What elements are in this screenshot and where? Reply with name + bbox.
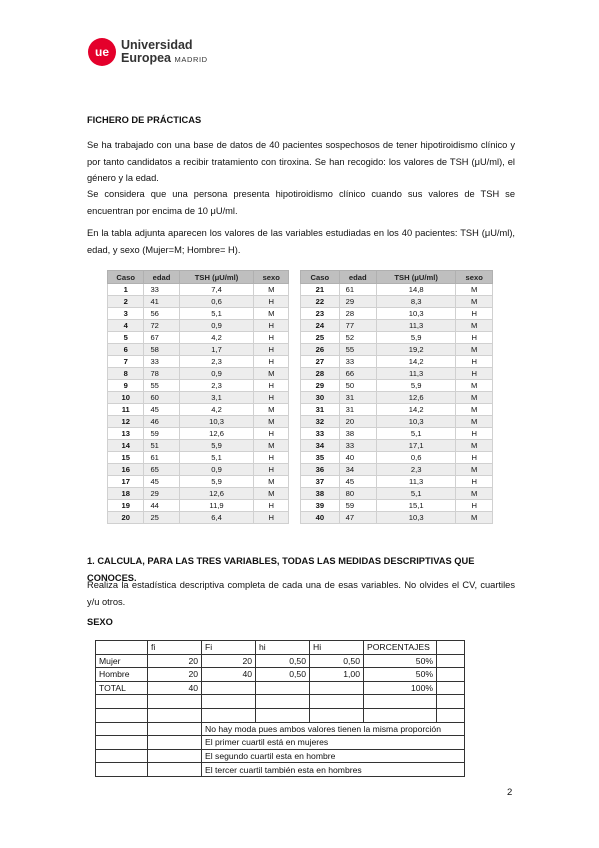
- sexo-note: El segundo cuartil esta en hombre: [202, 749, 465, 763]
- tsh-cell: 2,3: [179, 380, 254, 392]
- sex-cell: H: [254, 500, 289, 512]
- sex-cell: H: [456, 452, 493, 464]
- case-cell: 36: [301, 464, 340, 476]
- tsh-cell: 5,1: [376, 428, 455, 440]
- age-cell: 38: [339, 428, 376, 440]
- sex-cell: H: [254, 356, 289, 368]
- age-cell: 80: [339, 488, 376, 500]
- tsh-cell: 14,8: [376, 284, 455, 296]
- column-header: Caso: [108, 271, 144, 284]
- logo-mark: ue: [88, 38, 116, 66]
- tsh-cell: 5,1: [179, 452, 254, 464]
- sexo-cell: [310, 708, 364, 722]
- sexo-note: El tercer cuartil también esta en hombres: [202, 763, 465, 777]
- tsh-cell: 3,1: [179, 392, 254, 404]
- table-row: [301, 332, 493, 344]
- sex-cell: H: [456, 368, 493, 380]
- age-cell: 31: [339, 404, 376, 416]
- sexo-cell: hi: [256, 641, 310, 655]
- tsh-cell: 19,2: [376, 344, 455, 356]
- table-row: [301, 476, 493, 488]
- table-row: [108, 500, 289, 512]
- table-row: [301, 308, 493, 320]
- sexo-cell: Mujer: [96, 654, 148, 668]
- sex-cell: M: [456, 404, 493, 416]
- tsh-cell: 4,2: [179, 404, 254, 416]
- sex-cell: M: [456, 392, 493, 404]
- sexo-cell: [96, 641, 148, 655]
- age-cell: 67: [144, 332, 179, 344]
- tsh-cell: 5,9: [179, 476, 254, 488]
- case-cell: 25: [301, 332, 340, 344]
- case-cell: 27: [301, 356, 340, 368]
- case-cell: 26: [301, 344, 340, 356]
- sexo-cell: [364, 708, 437, 722]
- case-cell: 22: [301, 296, 340, 308]
- table-row: [108, 392, 289, 404]
- empty-cell: [148, 763, 202, 777]
- case-cell: 18: [108, 488, 144, 500]
- tsh-cell: 5,9: [376, 380, 455, 392]
- sexo-heading: SEXO: [87, 617, 113, 627]
- tsh-cell: 11,3: [376, 476, 455, 488]
- patients-table-right: [300, 270, 493, 524]
- sexo-cell: [148, 695, 202, 709]
- sexo-cell: [437, 708, 465, 722]
- table-row: [301, 368, 493, 380]
- sex-cell: H: [254, 332, 289, 344]
- column-header: edad: [144, 271, 179, 284]
- tsh-cell: 12,6: [179, 428, 254, 440]
- table-row: [301, 284, 493, 296]
- sexo-cell: 40: [148, 681, 202, 695]
- empty-cell: [148, 736, 202, 750]
- tsh-cell: 2,3: [179, 356, 254, 368]
- tsh-cell: 14,2: [376, 404, 455, 416]
- age-cell: 33: [144, 284, 179, 296]
- age-cell: 60: [144, 392, 179, 404]
- table-row: [301, 380, 493, 392]
- tsh-cell: 0,6: [179, 296, 254, 308]
- table-row: [108, 284, 289, 296]
- tsh-cell: 10,3: [376, 512, 455, 524]
- empty-cell: [96, 763, 148, 777]
- sexo-cell: [437, 695, 465, 709]
- table-row: [108, 428, 289, 440]
- sexo-cell: 50%: [364, 654, 437, 668]
- sexo-cell: [148, 708, 202, 722]
- sex-cell: M: [254, 476, 289, 488]
- sex-cell: M: [456, 440, 493, 452]
- empty-cell: [96, 722, 148, 736]
- sexo-cell: 0,50: [256, 668, 310, 682]
- age-cell: 56: [144, 308, 179, 320]
- table-header-row: [301, 271, 493, 284]
- case-cell: 16: [108, 464, 144, 476]
- table-row: [301, 392, 493, 404]
- sexo-cell: [202, 695, 256, 709]
- age-cell: 33: [339, 440, 376, 452]
- column-header: TSH (μU/ml): [179, 271, 254, 284]
- tsh-cell: 10,3: [376, 416, 455, 428]
- sexo-cell: fi: [148, 641, 202, 655]
- sex-cell: M: [254, 404, 289, 416]
- tsh-cell: 5,1: [179, 308, 254, 320]
- case-cell: 23: [301, 308, 340, 320]
- sexo-cell: [310, 681, 364, 695]
- case-cell: 35: [301, 452, 340, 464]
- sexo-note-row: [96, 749, 465, 763]
- tsh-cell: 10,3: [179, 416, 254, 428]
- tsh-cell: 2,3: [376, 464, 455, 476]
- age-cell: 45: [144, 476, 179, 488]
- table-row: [301, 452, 493, 464]
- age-cell: 66: [339, 368, 376, 380]
- table-row: [108, 452, 289, 464]
- age-cell: 52: [339, 332, 376, 344]
- sexo-frequency-table: [95, 640, 465, 777]
- table-row: [108, 368, 289, 380]
- table-row: [108, 344, 289, 356]
- sexo-row: [96, 681, 465, 695]
- tsh-cell: 11,9: [179, 500, 254, 512]
- table-row: [108, 296, 289, 308]
- column-header: sexo: [456, 271, 493, 284]
- section-heading: 1. CALCULA, PARA LAS TRES VARIABLES, TODAS LAS MEDIDAS DESCRIPTIVAS QUE CONOCES.: [87, 556, 475, 583]
- age-cell: 41: [144, 296, 179, 308]
- sex-cell: H: [254, 452, 289, 464]
- tsh-cell: 0,6: [376, 452, 455, 464]
- case-cell: 12: [108, 416, 144, 428]
- case-cell: 3: [108, 308, 144, 320]
- case-cell: 24: [301, 320, 340, 332]
- age-cell: 33: [339, 356, 376, 368]
- tsh-cell: 10,3: [376, 308, 455, 320]
- sex-cell: M: [254, 308, 289, 320]
- age-cell: 45: [144, 404, 179, 416]
- tsh-cell: 8,3: [376, 296, 455, 308]
- table-row: [301, 404, 493, 416]
- tsh-cell: 6,4: [179, 512, 254, 524]
- sexo-note-row: [96, 763, 465, 777]
- tsh-cell: 5,9: [376, 332, 455, 344]
- sex-cell: H: [254, 392, 289, 404]
- sexo-cell: [256, 681, 310, 695]
- tsh-cell: 12,6: [376, 392, 455, 404]
- sexo-cell: 20: [148, 654, 202, 668]
- sex-cell: M: [456, 320, 493, 332]
- tsh-cell: 5,1: [376, 488, 455, 500]
- case-cell: 31: [301, 404, 340, 416]
- sexo-cell: PORCENTAJES: [364, 641, 437, 655]
- sex-cell: M: [456, 344, 493, 356]
- instructions-paragraph: Realiza la estadística descriptiva completa de cada una de esas variables. No olvides el CV, cuartiles y/u otros.: [87, 580, 515, 607]
- sexo-cell: 40: [202, 668, 256, 682]
- table-row: [108, 512, 289, 524]
- tsh-cell: 0,9: [179, 320, 254, 332]
- tsh-cell: 4,2: [179, 332, 254, 344]
- sexo-note: No hay moda pues ambos valores tienen la misma proporción: [202, 722, 465, 736]
- tsh-cell: 17,1: [376, 440, 455, 452]
- sexo-cell: [310, 695, 364, 709]
- table-row: [108, 332, 289, 344]
- page-number: 2: [507, 787, 513, 798]
- case-cell: 40: [301, 512, 340, 524]
- table-row: [301, 488, 493, 500]
- table-row: [301, 344, 493, 356]
- sexo-cell: [437, 681, 465, 695]
- sexo-cell: 50%: [364, 668, 437, 682]
- empty-cell: [96, 749, 148, 763]
- sexo-cell: Hi: [310, 641, 364, 655]
- sex-cell: M: [456, 416, 493, 428]
- column-header: sexo: [254, 271, 289, 284]
- sex-cell: H: [456, 428, 493, 440]
- sexo-cell: 20: [202, 654, 256, 668]
- table-description-paragraph: En la tabla adjunta aparecen los valores de las variables estudiadas en los 40 pacientes: TSH (μU/ml), edad, y sexo (Mujer=M; Hombre= H).: [87, 228, 515, 255]
- age-cell: 25: [144, 512, 179, 524]
- column-header: edad: [339, 271, 376, 284]
- sex-cell: M: [456, 512, 493, 524]
- logo-subname: [121, 52, 208, 66]
- sexo-cell: 20: [148, 668, 202, 682]
- empty-cell: [96, 736, 148, 750]
- tsh-cell: 15,1: [376, 500, 455, 512]
- case-cell: 8: [108, 368, 144, 380]
- table-row: [108, 476, 289, 488]
- case-cell: 17: [108, 476, 144, 488]
- tsh-cell: 1,7: [179, 344, 254, 356]
- age-cell: 59: [339, 500, 376, 512]
- age-cell: 58: [144, 344, 179, 356]
- sex-cell: M: [456, 464, 493, 476]
- sex-cell: H: [254, 344, 289, 356]
- table-row: [301, 320, 493, 332]
- case-cell: 34: [301, 440, 340, 452]
- sexo-cell: [96, 708, 148, 722]
- case-cell: 14: [108, 440, 144, 452]
- age-cell: 61: [339, 284, 376, 296]
- sexo-note-row: [96, 736, 465, 750]
- age-cell: 29: [339, 296, 376, 308]
- sex-cell: M: [456, 296, 493, 308]
- sex-cell: H: [456, 308, 493, 320]
- age-cell: 55: [144, 380, 179, 392]
- age-cell: 59: [144, 428, 179, 440]
- tsh-cell: 5,9: [179, 440, 254, 452]
- sexo-cell: 100%: [364, 681, 437, 695]
- patients-table-left: [107, 270, 289, 524]
- tsh-cell: 0,9: [179, 368, 254, 380]
- age-cell: 29: [144, 488, 179, 500]
- sex-cell: H: [254, 464, 289, 476]
- empty-cell: [148, 749, 202, 763]
- sexo-cell: Hombre: [96, 668, 148, 682]
- sexo-note: El primer cuartil está en mujeres: [202, 736, 465, 750]
- logo-city: MADRID: [174, 55, 208, 64]
- age-cell: 34: [339, 464, 376, 476]
- logo-europea: Europea: [121, 51, 172, 65]
- case-cell: 11: [108, 404, 144, 416]
- tsh-cell: 11,3: [376, 320, 455, 332]
- sexo-cell: [96, 695, 148, 709]
- table-row: [108, 404, 289, 416]
- table-header-row: [108, 271, 289, 284]
- table-row: [301, 428, 493, 440]
- sexo-note-row: [96, 722, 465, 736]
- case-cell: 37: [301, 476, 340, 488]
- sex-cell: H: [254, 428, 289, 440]
- sex-cell: H: [456, 476, 493, 488]
- sex-cell: M: [456, 488, 493, 500]
- document-title: FICHERO DE PRÁCTICAS: [87, 115, 202, 125]
- age-cell: 51: [144, 440, 179, 452]
- table-row: [108, 320, 289, 332]
- table-row: [301, 296, 493, 308]
- case-cell: 19: [108, 500, 144, 512]
- sex-cell: H: [254, 296, 289, 308]
- sex-cell: H: [456, 332, 493, 344]
- sex-cell: H: [254, 380, 289, 392]
- sexo-cell: [437, 654, 465, 668]
- age-cell: 47: [339, 512, 376, 524]
- sexo-cell: [202, 681, 256, 695]
- sexo-cell: Fi: [202, 641, 256, 655]
- sex-cell: M: [254, 284, 289, 296]
- tsh-cell: 14,2: [376, 356, 455, 368]
- case-cell: 1: [108, 284, 144, 296]
- age-cell: 33: [144, 356, 179, 368]
- sexo-cell: [437, 641, 465, 655]
- intro-paragraph: Se ha trabajado con una base de datos de 40 pacientes sospechosos de tener hipotiroidismo clínico y por tanto candidatos a recibir tratamiento con tiroxina. Se han recogido: los valores de TSH (μU/ml), el género y la edad.: [87, 140, 515, 183]
- case-cell: 29: [301, 380, 340, 392]
- case-cell: 33: [301, 428, 340, 440]
- case-cell: 10: [108, 392, 144, 404]
- case-cell: 38: [301, 488, 340, 500]
- table-row: [301, 500, 493, 512]
- sexo-cell: 0,50: [256, 654, 310, 668]
- sexo-cell: 0,50: [310, 654, 364, 668]
- sex-cell: M: [254, 488, 289, 500]
- tsh-cell: 12,6: [179, 488, 254, 500]
- table-row: [108, 488, 289, 500]
- tsh-cell: 7,4: [179, 284, 254, 296]
- table-row: [108, 380, 289, 392]
- age-cell: 72: [144, 320, 179, 332]
- sexo-cell: [256, 695, 310, 709]
- sex-cell: M: [254, 368, 289, 380]
- sexo-cell: [437, 668, 465, 682]
- age-cell: 44: [144, 500, 179, 512]
- age-cell: 40: [339, 452, 376, 464]
- case-cell: 2: [108, 296, 144, 308]
- tsh-cell: 11,3: [376, 368, 455, 380]
- sex-cell: H: [456, 500, 493, 512]
- table-row: [108, 416, 289, 428]
- age-cell: 78: [144, 368, 179, 380]
- sex-cell: H: [254, 512, 289, 524]
- criteria-paragraph: Se considera que una persona presenta hipotiroidismo clínico cuando sus valores de TSH se encuentran por encima de 10 μU/ml.: [87, 189, 515, 216]
- age-cell: 65: [144, 464, 179, 476]
- case-cell: 4: [108, 320, 144, 332]
- column-header: Caso: [301, 271, 340, 284]
- age-cell: 20: [339, 416, 376, 428]
- age-cell: 77: [339, 320, 376, 332]
- age-cell: 46: [144, 416, 179, 428]
- tsh-cell: 0,9: [179, 464, 254, 476]
- table-row: [301, 464, 493, 476]
- case-cell: 9: [108, 380, 144, 392]
- table-row: [108, 440, 289, 452]
- sexo-row: [96, 695, 465, 709]
- case-cell: 30: [301, 392, 340, 404]
- age-cell: 28: [339, 308, 376, 320]
- empty-cell: [148, 722, 202, 736]
- sex-cell: H: [456, 356, 493, 368]
- case-cell: 28: [301, 368, 340, 380]
- sex-cell: M: [456, 380, 493, 392]
- sex-cell: M: [456, 284, 493, 296]
- age-cell: 61: [144, 452, 179, 464]
- table-row: [301, 356, 493, 368]
- case-cell: 21: [301, 284, 340, 296]
- sexo-row: [96, 641, 465, 655]
- table-row: [301, 512, 493, 524]
- sex-cell: M: [254, 416, 289, 428]
- sexo-cell: TOTAL: [96, 681, 148, 695]
- sex-cell: M: [254, 440, 289, 452]
- case-cell: 13: [108, 428, 144, 440]
- table-row: [108, 464, 289, 476]
- case-cell: 7: [108, 356, 144, 368]
- table-row: [301, 440, 493, 452]
- case-cell: 39: [301, 500, 340, 512]
- sexo-cell: [364, 695, 437, 709]
- age-cell: 45: [339, 476, 376, 488]
- sexo-row: [96, 654, 465, 668]
- sexo-row: [96, 708, 465, 722]
- case-cell: 15: [108, 452, 144, 464]
- case-cell: 6: [108, 344, 144, 356]
- table-row: [108, 356, 289, 368]
- case-cell: 5: [108, 332, 144, 344]
- table-row: [301, 416, 493, 428]
- age-cell: 55: [339, 344, 376, 356]
- sex-cell: H: [254, 320, 289, 332]
- sexo-cell: [202, 708, 256, 722]
- column-header: TSH (μU/ml): [376, 271, 455, 284]
- sexo-cell: 1,00: [310, 668, 364, 682]
- sexo-row: [96, 668, 465, 682]
- age-cell: 31: [339, 392, 376, 404]
- age-cell: 50: [339, 380, 376, 392]
- case-cell: 32: [301, 416, 340, 428]
- sexo-cell: [256, 708, 310, 722]
- case-cell: 20: [108, 512, 144, 524]
- logo-name: Universidad: [121, 38, 193, 52]
- table-row: [108, 308, 289, 320]
